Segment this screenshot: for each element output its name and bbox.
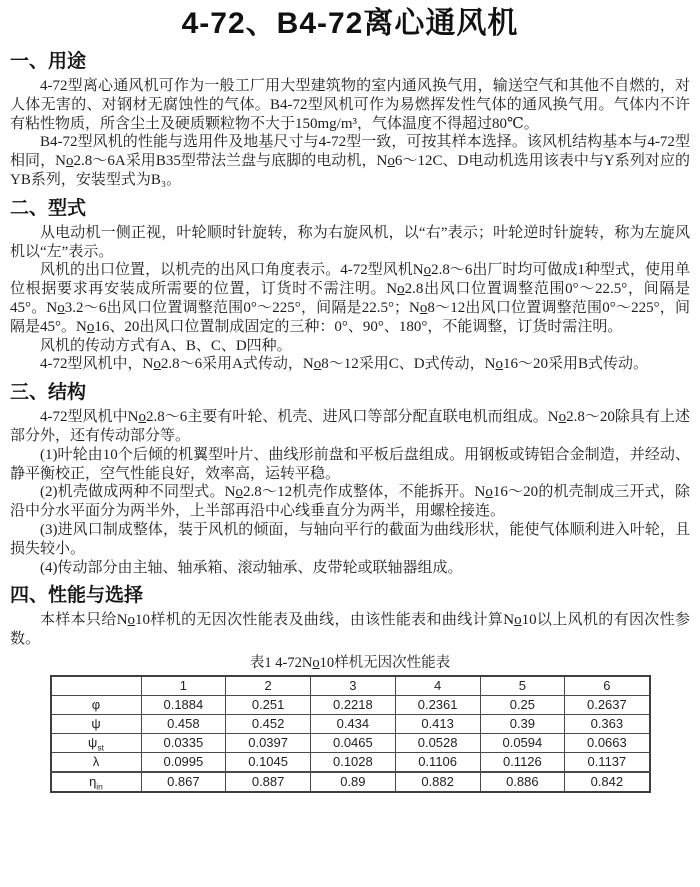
- table-cell: 0.458: [141, 714, 226, 733]
- paragraph: (2)机壳做成两种不同型式。No2.8～12机壳作成整体，不能拆开。No16～20的机壳制成三开式，除沿中分水平面分为两半外，上半部再沿中心线垂直分为两半，用螺栓接连。: [10, 484, 690, 520]
- paragraph: 从电动机一侧正视，叶轮顺时针旋转，称为右旋风机，以“右”表示；叶轮逆时针旋转，称为左旋风机以“左”表示。: [10, 224, 690, 260]
- column-header: 4: [395, 676, 480, 696]
- paragraph: 4-72型风机中No2.8～6主要有叶轮、机壳、进风口等部分配直联电机而组成。No2.8～20除具有上述部分外，还有传动部分等。: [10, 409, 690, 444]
- table-cell: 0.0335: [141, 733, 226, 752]
- paragraph: (3)进风口制成整体，装于风机的倾面，与轴向平行的截面为曲线形状，能使气体顺利进入叶轮，且损失较小。: [10, 521, 690, 557]
- table-cell: 0.0465: [311, 733, 396, 752]
- table-cell: 0.882: [395, 772, 480, 792]
- table-header-row: [51, 676, 650, 696]
- table-cell: 0.2637: [565, 695, 650, 714]
- table-cell: 0.1137: [565, 752, 650, 772]
- greek-symbol: λ: [92, 754, 100, 770]
- table-cell: 0.842: [565, 772, 650, 792]
- table-cell: 0.452: [226, 714, 311, 733]
- table-cell: 0.434: [311, 714, 396, 733]
- row-label-psi: [51, 714, 142, 733]
- paragraph: (1)叶轮由10个后倾的机翼型叶片、曲线形前盘和平板后盘组成。用钢板或铸铝合金制造，并经动、静平衡校正，空气性能良好，效率高，运转平稳。: [10, 446, 690, 482]
- paragraph: 4-72型风机中，No2.8～6采用A式传动，No8～12采用C、D式传动，No16～20采用B式传动。: [40, 356, 648, 373]
- section-type: [10, 196, 690, 374]
- performance-table: [50, 675, 651, 793]
- table-cell: 0.1045: [226, 752, 311, 772]
- greek-symbol: φ: [91, 697, 101, 713]
- paragraph: B4-72型风机的性能与选用件及地基尺寸与4-72型一致，可按其样本选择。该风机结构基本与4-72型相同，No2.8～6A采用B35型带法兰盘与底脚的电动机，No6～12C、D电动机选用该表中与Y系列对应的YB系列，安装型式为B₃。: [10, 134, 691, 188]
- page-title: 4-72、B4-72离心通风机: [181, 7, 519, 40]
- table-cell: 0.0995: [141, 752, 226, 772]
- table-cell: 0.2218: [311, 695, 396, 714]
- column-header: 2: [226, 676, 311, 696]
- table-cell: 0.363: [565, 714, 650, 733]
- table-cell: 0.2361: [395, 695, 480, 714]
- column-header: 6: [565, 676, 650, 696]
- table-cell: 0.89: [311, 772, 396, 792]
- table-row: [51, 733, 650, 752]
- table-cell: 0.867: [141, 772, 226, 792]
- paragraph: 本样本只给No10样机的无因次性能表及曲线，由该性能表和曲线计算No10以上风机的有因次性参数。: [10, 612, 690, 648]
- column-header: 3: [311, 676, 396, 696]
- table-cell: 0.251: [226, 695, 311, 714]
- section-usage: [10, 49, 690, 190]
- table-cell: 0.1126: [480, 752, 565, 772]
- table-cell: 0.25: [480, 695, 565, 714]
- paragraph: 4-72型离心通风机可作为一般工厂用大型建筑物的室内通风换气用，输送空气和其他不自燃的，对人体无害的、对钢材无腐蚀性的气体。B4-72型风机可作为易燃挥发性气体的通风换气用。气体内不许有粘性物质，所含尘土及硬质颗粒物不大于150mg/m³，气体温度不得超过80℃。: [10, 78, 690, 132]
- table-row: [51, 752, 650, 772]
- table-corner-cell: [51, 676, 142, 696]
- table-cell: 0.886: [480, 772, 565, 792]
- section-performance: [10, 583, 690, 793]
- table-cell: 0.1884: [141, 695, 226, 714]
- table-cell: 0.39: [480, 714, 565, 733]
- symbol-subscript: in: [96, 782, 103, 793]
- greek-symbol: ψ: [88, 735, 98, 751]
- greek-symbol: η: [89, 774, 97, 790]
- row-label-psi-st: [51, 733, 142, 752]
- table-cell: 0.0663: [565, 733, 650, 752]
- section-structure-heading: 三、结构: [10, 382, 87, 404]
- column-header: 5: [480, 676, 565, 696]
- table-cell: 0.887: [226, 772, 311, 792]
- symbol-subscript: st: [97, 743, 104, 754]
- section-type-heading: 二、型式: [10, 197, 87, 219]
- table-cell: 0.0594: [480, 733, 565, 752]
- row-label-eta: [51, 772, 142, 792]
- paragraph: (4)传动部分由主轴、轴承箱、滚动轴承、皮带轮或联轴器组成。: [40, 559, 463, 576]
- table-row: [51, 714, 650, 733]
- table-row: [51, 772, 650, 792]
- paragraph: 风机的传动方式有A、B、C、D四种。: [40, 337, 292, 354]
- row-label-lambda: [51, 752, 142, 772]
- table-cell: 0.0397: [226, 733, 311, 752]
- column-header: 1: [141, 676, 226, 696]
- row-label-phi: [51, 695, 142, 714]
- table-cell: 0.413: [395, 714, 480, 733]
- greek-symbol: ψ: [91, 716, 101, 732]
- table-cell: 0.0528: [395, 733, 480, 752]
- section-structure: [10, 380, 690, 577]
- section-usage-heading: 一、用途: [10, 51, 87, 72]
- section-performance-heading: 四、性能与选择: [10, 585, 144, 607]
- table-cell: 0.1028: [311, 752, 396, 772]
- paragraph: 风机的出口位置，以机壳的出风口角度表示。4-72型风机No2.8～6出厂时均可做成1种型式，使用单位根据要求再安装成所需要的位置，订货时不需注明。No2.8出风口位置调整范围0°～22.5°，间隔是45°。No3.2～6出风口位置调整范围0°～225°，间隔是22.5°；No8～12出风口位置调整范围0°～225°，间隔是45°。No16、20出风口位置制成固定的三种：0°、90°、180°，不能调整，订货时需注明。: [10, 262, 691, 335]
- table-row: [51, 695, 650, 714]
- table-cell: 0.1106: [395, 752, 480, 772]
- table-caption: 表1 4-72No10样机无因次性能表: [249, 654, 451, 671]
